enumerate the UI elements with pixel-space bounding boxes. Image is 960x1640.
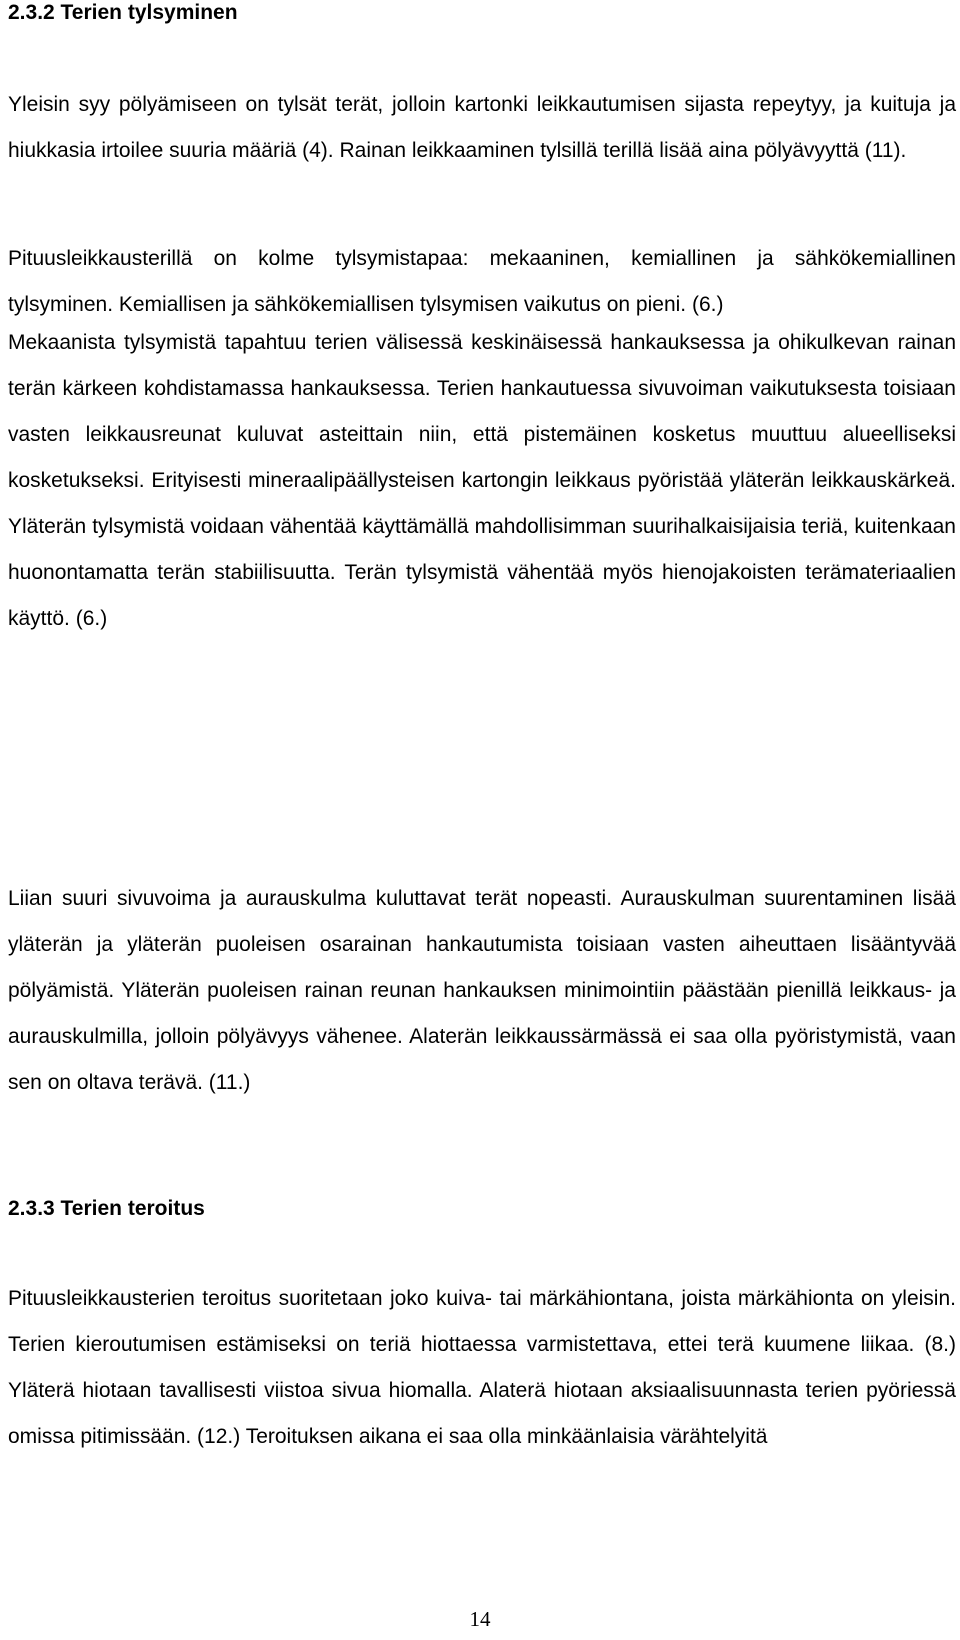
paragraph-tylsymistavat: Pituusleikkausterillä on kolme tylsymistapaa: mekaaninen, kemiallinen ja sähkökemiallinen tylsyminen. Kemiallisen ja sähkökemiallisen tylsymisen vaikutus on pieni. (6.)	[8, 247, 956, 316]
paragraph-sivuvoima-aurauskulma: Liian suuri sivuvoima ja aurauskulma kuluttavat terät nopeasti. Aurauskulman suurentaminen lisää yläterän ja yläterän puoleisen osarainan hankautumista toisiaan vasten aiheuttaen lisääntyvää pölyämistä. Yläterän puoleisen rainan reunan hankauksen minimointiin päästään pienillä leikkaus- ja aurauskulmilla, jolloin pölyävyys vähenee. Alaterän leikkaussärmässä ei saa olla pyöristymistä, vaan sen on oltava terävä. (11.)	[8, 887, 956, 1094]
paragraph-mekaaninen-tylsyminen: Mekaanista tylsymistä tapahtuu terien välisessä keskinäisessä hankauksessa ja ohikulkevan rainan terän kärkeen kohdistamassa hankauksessa. Terien hankautuessa sivuvoiman vaikutuksesta toisiaan vasten leikkausreunat kuluvat asteittain niin, että pistemäinen kosketus muuttuu alueelliseksi kosketukseksi. Erityisesti mineraalipäällysteisen kartongin leikkaus pyöristää yläterän leikkauskärkeä. Yläterän tylsymistä voidaan vähentää käyttämällä mahdollisimman suurihalkaisijaisia teriä, kuitenkaan huonontamatta terän stabiilisuutta. Terän tylsymistä vähentää myös hienojakoisten terämateriaalien käyttö. (6.)	[8, 331, 956, 630]
page-number: 14	[469, 1607, 491, 1631]
paragraph-teroitus: Pituusleikkausterien teroitus suoritetaan joko kuiva- tai märkähiontana, joista märkähionta on yleisin. Terien kieroutumisen estämiseksi on teriä hiottaessa varmistettava, ettei terä kuumene liikaa. (8.) Yläterä hiotaan tavallisesti viistoa sivua hiomalla. Alaterä hiotaan aksiaalisuunnasta terien pyöriessä omissa pitimissään. (12.) Teroituksen aikana ei saa olla minkäänlaisia värähtelyitä	[8, 1287, 956, 1448]
paragraph-polyaminen: Yleisin syy pölyämiseen on tylsät terät, jolloin kartonki leikkautumisen sijasta repeytyy, ja kuituja ja hiukkasia irtoilee suuria määriä (4). Rainan leikkaaminen tylsillä terillä lisää aina pölyävyyttä (11).	[8, 93, 956, 162]
section-heading-terien-tylsyminen: 2.3.2 Terien tylsyminen	[8, 1, 238, 24]
section-heading-terien-teroitus: 2.3.3 Terien teroitus	[8, 1197, 205, 1220]
